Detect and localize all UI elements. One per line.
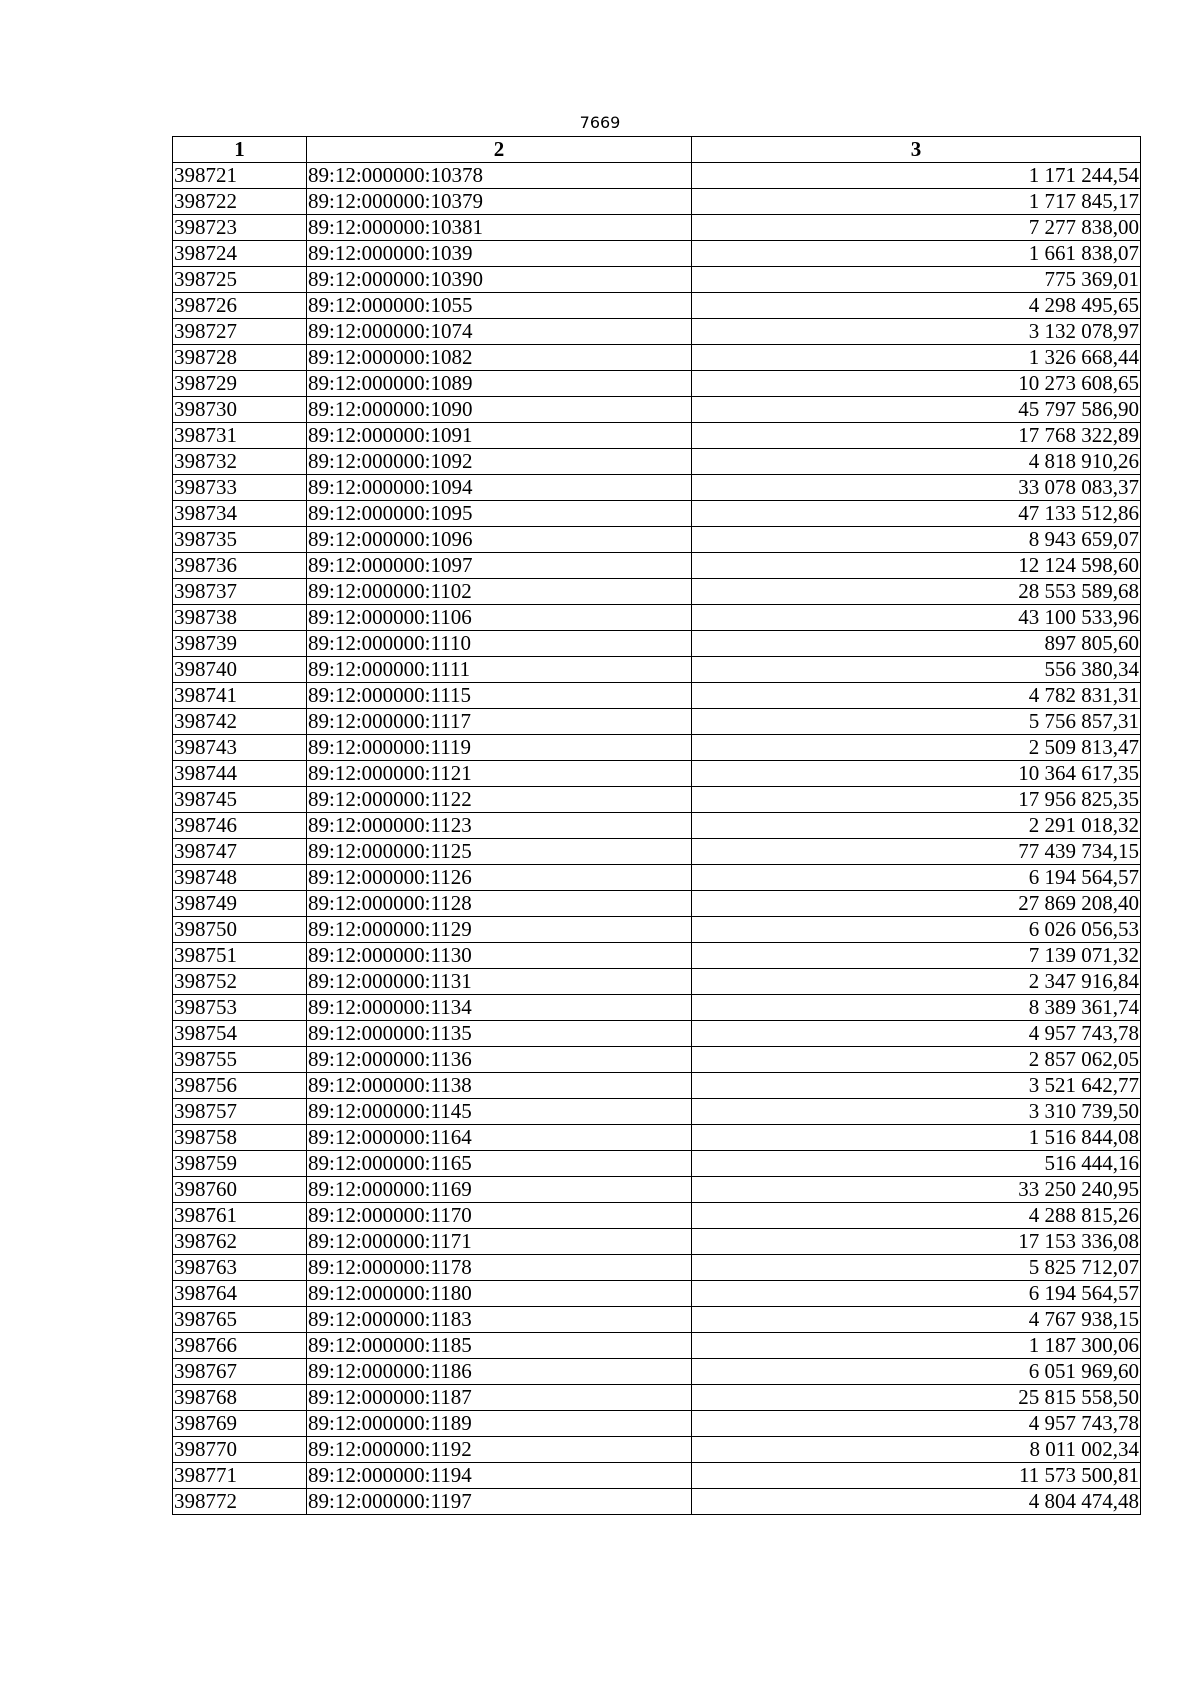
row-number-cell: 398772 bbox=[173, 1489, 307, 1515]
value-cell: 1 516 844,08 bbox=[692, 1125, 1141, 1151]
column-header-1: 1 bbox=[173, 137, 307, 163]
table-row bbox=[173, 709, 1141, 735]
table-row bbox=[173, 1177, 1141, 1203]
row-number-cell: 398754 bbox=[173, 1021, 307, 1047]
row-number-cell: 398767 bbox=[173, 1359, 307, 1385]
cadastral-number-cell: 89:12:000000:1092 bbox=[307, 449, 692, 475]
value-cell: 7 277 838,00 bbox=[692, 215, 1141, 241]
row-number-cell: 398743 bbox=[173, 735, 307, 761]
row-number-cell: 398765 bbox=[173, 1307, 307, 1333]
cadastral-number-cell: 89:12:000000:1189 bbox=[307, 1411, 692, 1437]
cadastral-number-cell: 89:12:000000:10381 bbox=[307, 215, 692, 241]
value-cell: 1 661 838,07 bbox=[692, 241, 1141, 267]
value-cell: 8 011 002,34 bbox=[692, 1437, 1141, 1463]
cadastral-number-cell: 89:12:000000:1055 bbox=[307, 293, 692, 319]
row-number-cell: 398735 bbox=[173, 527, 307, 553]
row-number-cell: 398766 bbox=[173, 1333, 307, 1359]
row-number-cell: 398769 bbox=[173, 1411, 307, 1437]
row-number-cell: 398750 bbox=[173, 917, 307, 943]
cadastral-number-cell: 89:12:000000:1074 bbox=[307, 319, 692, 345]
column-header-3: 3 bbox=[692, 137, 1141, 163]
table-row bbox=[173, 969, 1141, 995]
cadastral-number-cell: 89:12:000000:1192 bbox=[307, 1437, 692, 1463]
table-row bbox=[173, 1099, 1141, 1125]
table-row bbox=[173, 1021, 1141, 1047]
table-row bbox=[173, 267, 1141, 293]
cadastral-number-cell: 89:12:000000:1135 bbox=[307, 1021, 692, 1047]
cadastral-number-cell: 89:12:000000:1095 bbox=[307, 501, 692, 527]
table-row bbox=[173, 1359, 1141, 1385]
cadastral-number-cell: 89:12:000000:1187 bbox=[307, 1385, 692, 1411]
cadastral-number-cell: 89:12:000000:1145 bbox=[307, 1099, 692, 1125]
value-cell: 2 857 062,05 bbox=[692, 1047, 1141, 1073]
value-cell: 1 326 668,44 bbox=[692, 345, 1141, 371]
cadastral-number-cell: 89:12:000000:1090 bbox=[307, 397, 692, 423]
row-number-cell: 398749 bbox=[173, 891, 307, 917]
row-number-cell: 398742 bbox=[173, 709, 307, 735]
row-number-cell: 398759 bbox=[173, 1151, 307, 1177]
table-row bbox=[173, 189, 1141, 215]
table-header bbox=[173, 137, 1141, 163]
cadastral-number-cell: 89:12:000000:1094 bbox=[307, 475, 692, 501]
value-cell: 27 869 208,40 bbox=[692, 891, 1141, 917]
value-cell: 33 250 240,95 bbox=[692, 1177, 1141, 1203]
value-cell: 6 194 564,57 bbox=[692, 1281, 1141, 1307]
cadastral-number-cell: 89:12:000000:1169 bbox=[307, 1177, 692, 1203]
cadastral-number-cell: 89:12:000000:10379 bbox=[307, 189, 692, 215]
value-cell: 6 026 056,53 bbox=[692, 917, 1141, 943]
table-row bbox=[173, 761, 1141, 787]
value-cell: 11 573 500,81 bbox=[692, 1463, 1141, 1489]
table-row bbox=[173, 501, 1141, 527]
cadastral-number-cell: 89:12:000000:1106 bbox=[307, 605, 692, 631]
value-cell: 516 444,16 bbox=[692, 1151, 1141, 1177]
row-number-cell: 398747 bbox=[173, 839, 307, 865]
value-cell: 8 943 659,07 bbox=[692, 527, 1141, 553]
value-cell: 8 389 361,74 bbox=[692, 995, 1141, 1021]
table-row bbox=[173, 1255, 1141, 1281]
table-row bbox=[173, 397, 1141, 423]
value-cell: 4 782 831,31 bbox=[692, 683, 1141, 709]
row-number-cell: 398729 bbox=[173, 371, 307, 397]
row-number-cell: 398723 bbox=[173, 215, 307, 241]
value-cell: 1 171 244,54 bbox=[692, 163, 1141, 189]
cadastral-number-cell: 89:12:000000:1091 bbox=[307, 423, 692, 449]
row-number-cell: 398734 bbox=[173, 501, 307, 527]
table-row bbox=[173, 1047, 1141, 1073]
row-number-cell: 398726 bbox=[173, 293, 307, 319]
value-cell: 3 132 078,97 bbox=[692, 319, 1141, 345]
table-row bbox=[173, 345, 1141, 371]
value-cell: 1 717 845,17 bbox=[692, 189, 1141, 215]
row-number-cell: 398763 bbox=[173, 1255, 307, 1281]
row-number-cell: 398752 bbox=[173, 969, 307, 995]
table-row bbox=[173, 1463, 1141, 1489]
cadastral-number-cell: 89:12:000000:1115 bbox=[307, 683, 692, 709]
value-cell: 6 051 969,60 bbox=[692, 1359, 1141, 1385]
row-number-cell: 398738 bbox=[173, 605, 307, 631]
cadastral-number-cell: 89:12:000000:1165 bbox=[307, 1151, 692, 1177]
value-cell: 17 956 825,35 bbox=[692, 787, 1141, 813]
cadastral-number-cell: 89:12:000000:1128 bbox=[307, 891, 692, 917]
value-cell: 5 825 712,07 bbox=[692, 1255, 1141, 1281]
page-number: 7669 bbox=[579, 113, 621, 132]
value-cell: 17 153 336,08 bbox=[692, 1229, 1141, 1255]
row-number-cell: 398768 bbox=[173, 1385, 307, 1411]
row-number-cell: 398737 bbox=[173, 579, 307, 605]
cadastral-number-cell: 89:12:000000:1194 bbox=[307, 1463, 692, 1489]
cadastral-number-cell: 89:12:000000:1138 bbox=[307, 1073, 692, 1099]
table-row bbox=[173, 813, 1141, 839]
value-cell: 5 756 857,31 bbox=[692, 709, 1141, 735]
table-row bbox=[173, 735, 1141, 761]
row-number-cell: 398745 bbox=[173, 787, 307, 813]
row-number-cell: 398756 bbox=[173, 1073, 307, 1099]
value-cell: 33 078 083,37 bbox=[692, 475, 1141, 501]
table-row bbox=[173, 553, 1141, 579]
header-row bbox=[173, 137, 1141, 163]
table-row bbox=[173, 995, 1141, 1021]
table-row bbox=[173, 241, 1141, 267]
value-cell: 6 194 564,57 bbox=[692, 865, 1141, 891]
row-number-cell: 398746 bbox=[173, 813, 307, 839]
row-number-cell: 398740 bbox=[173, 657, 307, 683]
table-row bbox=[173, 1411, 1141, 1437]
value-cell: 4 298 495,65 bbox=[692, 293, 1141, 319]
value-cell: 4 288 815,26 bbox=[692, 1203, 1141, 1229]
value-cell: 25 815 558,50 bbox=[692, 1385, 1141, 1411]
table-row bbox=[173, 917, 1141, 943]
value-cell: 556 380,34 bbox=[692, 657, 1141, 683]
value-cell: 3 521 642,77 bbox=[692, 1073, 1141, 1099]
table-row bbox=[173, 891, 1141, 917]
value-cell: 43 100 533,96 bbox=[692, 605, 1141, 631]
value-cell: 775 369,01 bbox=[692, 267, 1141, 293]
value-cell: 12 124 598,60 bbox=[692, 553, 1141, 579]
table-row bbox=[173, 215, 1141, 241]
row-number-cell: 398739 bbox=[173, 631, 307, 657]
row-number-cell: 398770 bbox=[173, 1437, 307, 1463]
cadastral-number-cell: 89:12:000000:1110 bbox=[307, 631, 692, 657]
row-number-cell: 398760 bbox=[173, 1177, 307, 1203]
cadastral-number-cell: 89:12:000000:1136 bbox=[307, 1047, 692, 1073]
row-number-cell: 398730 bbox=[173, 397, 307, 423]
row-number-cell: 398736 bbox=[173, 553, 307, 579]
cadastral-number-cell: 89:12:000000:1123 bbox=[307, 813, 692, 839]
value-cell: 1 187 300,06 bbox=[692, 1333, 1141, 1359]
row-number-cell: 398721 bbox=[173, 163, 307, 189]
cadastral-number-cell: 89:12:000000:1111 bbox=[307, 657, 692, 683]
row-number-cell: 398724 bbox=[173, 241, 307, 267]
cadastral-number-cell: 89:12:000000:1121 bbox=[307, 761, 692, 787]
value-cell: 28 553 589,68 bbox=[692, 579, 1141, 605]
table-row bbox=[173, 423, 1141, 449]
table-row bbox=[173, 293, 1141, 319]
row-number-cell: 398755 bbox=[173, 1047, 307, 1073]
cadastral-number-cell: 89:12:000000:1125 bbox=[307, 839, 692, 865]
table-row bbox=[173, 1333, 1141, 1359]
table-row bbox=[173, 1229, 1141, 1255]
value-cell: 4 957 743,78 bbox=[692, 1021, 1141, 1047]
row-number-cell: 398728 bbox=[173, 345, 307, 371]
cadastral-number-cell: 89:12:000000:1183 bbox=[307, 1307, 692, 1333]
cadastral-number-cell: 89:12:000000:1170 bbox=[307, 1203, 692, 1229]
value-cell: 4 767 938,15 bbox=[692, 1307, 1141, 1333]
row-number-cell: 398762 bbox=[173, 1229, 307, 1255]
value-cell: 47 133 512,86 bbox=[692, 501, 1141, 527]
value-cell: 7 139 071,32 bbox=[692, 943, 1141, 969]
table-row bbox=[173, 1125, 1141, 1151]
cadastral-number-cell: 89:12:000000:1117 bbox=[307, 709, 692, 735]
row-number-cell: 398751 bbox=[173, 943, 307, 969]
value-cell: 2 509 813,47 bbox=[692, 735, 1141, 761]
table-row bbox=[173, 319, 1141, 345]
cadastral-number-cell: 89:12:000000:1134 bbox=[307, 995, 692, 1021]
cadastral-number-cell: 89:12:000000:1180 bbox=[307, 1281, 692, 1307]
cadastral-number-cell: 89:12:000000:1197 bbox=[307, 1489, 692, 1515]
row-number-cell: 398727 bbox=[173, 319, 307, 345]
cadastral-number-cell: 89:12:000000:1171 bbox=[307, 1229, 692, 1255]
table-row bbox=[173, 683, 1141, 709]
row-number-cell: 398771 bbox=[173, 1463, 307, 1489]
table-body bbox=[173, 163, 1141, 1515]
table-row bbox=[173, 527, 1141, 553]
table-row bbox=[173, 865, 1141, 891]
value-cell: 897 805,60 bbox=[692, 631, 1141, 657]
table-row bbox=[173, 1151, 1141, 1177]
cadastral-number-cell: 89:12:000000:1082 bbox=[307, 345, 692, 371]
cadastral-number-cell: 89:12:000000:10378 bbox=[307, 163, 692, 189]
table-row bbox=[173, 631, 1141, 657]
cadastral-number-cell: 89:12:000000:1089 bbox=[307, 371, 692, 397]
table-row bbox=[173, 1203, 1141, 1229]
cadastral-number-cell: 89:12:000000:1178 bbox=[307, 1255, 692, 1281]
value-cell: 4 957 743,78 bbox=[692, 1411, 1141, 1437]
cadastral-number-cell: 89:12:000000:1185 bbox=[307, 1333, 692, 1359]
value-cell: 2 291 018,32 bbox=[692, 813, 1141, 839]
table-row bbox=[173, 1281, 1141, 1307]
value-cell: 2 347 916,84 bbox=[692, 969, 1141, 995]
cadastral-number-cell: 89:12:000000:1186 bbox=[307, 1359, 692, 1385]
row-number-cell: 398758 bbox=[173, 1125, 307, 1151]
value-cell: 17 768 322,89 bbox=[692, 423, 1141, 449]
value-cell: 3 310 739,50 bbox=[692, 1099, 1141, 1125]
value-cell: 77 439 734,15 bbox=[692, 839, 1141, 865]
table-row bbox=[173, 787, 1141, 813]
cadastral-number-cell: 89:12:000000:1102 bbox=[307, 579, 692, 605]
value-cell: 10 273 608,65 bbox=[692, 371, 1141, 397]
table-row bbox=[173, 163, 1141, 189]
value-cell: 45 797 586,90 bbox=[692, 397, 1141, 423]
table-row bbox=[173, 605, 1141, 631]
table-row bbox=[173, 449, 1141, 475]
value-cell: 4 818 910,26 bbox=[692, 449, 1141, 475]
cadastral-number-cell: 89:12:000000:1164 bbox=[307, 1125, 692, 1151]
cadastral-number-cell: 89:12:000000:1126 bbox=[307, 865, 692, 891]
cadastral-value-table bbox=[172, 136, 1141, 1515]
row-number-cell: 398748 bbox=[173, 865, 307, 891]
row-number-cell: 398757 bbox=[173, 1099, 307, 1125]
table-row bbox=[173, 579, 1141, 605]
row-number-cell: 398725 bbox=[173, 267, 307, 293]
table-row bbox=[173, 1437, 1141, 1463]
cadastral-number-cell: 89:12:000000:1119 bbox=[307, 735, 692, 761]
table-row bbox=[173, 1073, 1141, 1099]
cadastral-number-cell: 89:12:000000:1039 bbox=[307, 241, 692, 267]
cadastral-number-cell: 89:12:000000:1096 bbox=[307, 527, 692, 553]
table-row bbox=[173, 943, 1141, 969]
value-cell: 4 804 474,48 bbox=[692, 1489, 1141, 1515]
row-number-cell: 398732 bbox=[173, 449, 307, 475]
row-number-cell: 398744 bbox=[173, 761, 307, 787]
table-row bbox=[173, 1307, 1141, 1333]
table-row bbox=[173, 475, 1141, 501]
cadastral-number-cell: 89:12:000000:1122 bbox=[307, 787, 692, 813]
value-cell: 10 364 617,35 bbox=[692, 761, 1141, 787]
table-row bbox=[173, 371, 1141, 397]
row-number-cell: 398731 bbox=[173, 423, 307, 449]
row-number-cell: 398733 bbox=[173, 475, 307, 501]
cadastral-number-cell: 89:12:000000:1130 bbox=[307, 943, 692, 969]
row-number-cell: 398722 bbox=[173, 189, 307, 215]
table-row bbox=[173, 657, 1141, 683]
row-number-cell: 398764 bbox=[173, 1281, 307, 1307]
cadastral-number-cell: 89:12:000000:10390 bbox=[307, 267, 692, 293]
cadastral-number-cell: 89:12:000000:1131 bbox=[307, 969, 692, 995]
column-header-2: 2 bbox=[307, 137, 692, 163]
row-number-cell: 398761 bbox=[173, 1203, 307, 1229]
row-number-cell: 398741 bbox=[173, 683, 307, 709]
row-number-cell: 398753 bbox=[173, 995, 307, 1021]
table-row bbox=[173, 1489, 1141, 1515]
cadastral-number-cell: 89:12:000000:1129 bbox=[307, 917, 692, 943]
table-row bbox=[173, 1385, 1141, 1411]
cadastral-number-cell: 89:12:000000:1097 bbox=[307, 553, 692, 579]
table-row bbox=[173, 839, 1141, 865]
